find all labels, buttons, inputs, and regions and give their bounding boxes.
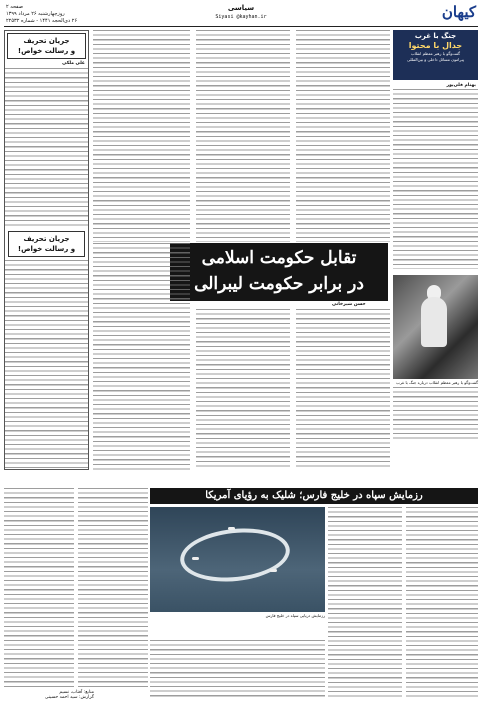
feature-line-4: پیرامون مسائل داخلی و بین‌المللی <box>407 57 464 62</box>
left-column <box>4 30 89 470</box>
left-body-text <box>5 68 88 228</box>
feature-line-2: جدال با محتوا <box>408 41 463 50</box>
right-body-text-2 <box>393 387 478 439</box>
boat <box>192 557 199 560</box>
sea-exercise-photo <box>150 507 325 612</box>
mid-lower-col-2 <box>196 309 290 470</box>
page-header <box>4 3 478 27</box>
feature-line-3: گفت‌وگو با رهبر معظم انقلاب <box>410 51 461 56</box>
section-title: سیاسی <box>227 4 255 12</box>
date-line: روزچهارشنبه ۲۶ مرداد ۱۳۹۹ <box>6 11 65 17</box>
logo-text: کیهان <box>441 3 476 21</box>
left-title-line-1: جریان تحریف <box>23 37 70 45</box>
mid-lower-col-3 <box>93 243 190 470</box>
bottom-right-col-1 <box>406 507 478 698</box>
mid-lower-col-1 <box>296 309 390 470</box>
headline-author: حسن شیرخانی <box>332 302 366 307</box>
photo-figure-body <box>421 297 447 347</box>
bottom-left-col-2 <box>4 488 74 688</box>
boat <box>270 569 277 572</box>
headline-line-1: تقابل حکومت اسلامی <box>201 248 357 268</box>
right-body-text <box>393 89 478 269</box>
footer-line-1: منابع: آفتاب، نسیم <box>59 690 94 695</box>
bottom-right-col-2 <box>328 507 402 698</box>
bottom-left-text <box>4 488 148 698</box>
middle-top-columns <box>93 30 390 242</box>
photo-caption: گفت‌وگو با رهبر معظم انقلاب درباره جنگ با غرب <box>396 380 478 385</box>
right-feature-box <box>393 30 478 80</box>
page-footer <box>4 690 94 700</box>
left-subtitle <box>8 231 85 257</box>
left-subtitle-line-2: و رسالت خواص! <box>17 245 76 253</box>
issue-line: ۲۶ ذی‌الحجه ۱۴۴۱ - شماره ۲۲۵۳۲ <box>6 18 78 24</box>
bottom-banner-headline: رزمایش سپاه در خلیج فارس؛ شلیک به رؤیای آمریکا <box>150 488 478 504</box>
right-column <box>393 30 478 443</box>
left-body-text-2 <box>5 260 88 470</box>
mid-col-2 <box>196 30 290 242</box>
headline-line-2: در برابر حکومت لیبرالی <box>194 274 364 294</box>
middle-lower-columns <box>93 305 390 470</box>
footer-line-2: گزارش: سید احمد حسینی <box>44 695 94 700</box>
page-number: صفحه ۲ <box>6 4 23 10</box>
section-site: Siyasi @kayhan.ir <box>215 14 267 20</box>
mid-col-3 <box>93 30 190 242</box>
issue-meta <box>6 4 77 25</box>
boat <box>228 527 235 530</box>
left-title-line-2: و رسالت خواص! <box>17 47 76 55</box>
bottom-right-text <box>328 507 478 698</box>
bottom-left-col-1 <box>78 488 148 688</box>
main-headline <box>170 243 388 301</box>
left-column-title <box>7 33 86 59</box>
left-author: علی ملکی <box>62 61 85 66</box>
leader-photo <box>393 275 478 379</box>
feature-line-1: جنگ با غرب <box>414 32 457 40</box>
left-subtitle-line-1: جریان تحریف <box>23 235 70 243</box>
sea-photo-caption: رزمایش دریایی سپاه در خلیج فارس <box>265 613 325 618</box>
bottom-middle-text <box>150 640 325 698</box>
mid-col-1 <box>296 30 390 242</box>
boat-wake-ring <box>178 523 293 586</box>
right-author: بهنام قلی‌پور <box>446 83 476 88</box>
